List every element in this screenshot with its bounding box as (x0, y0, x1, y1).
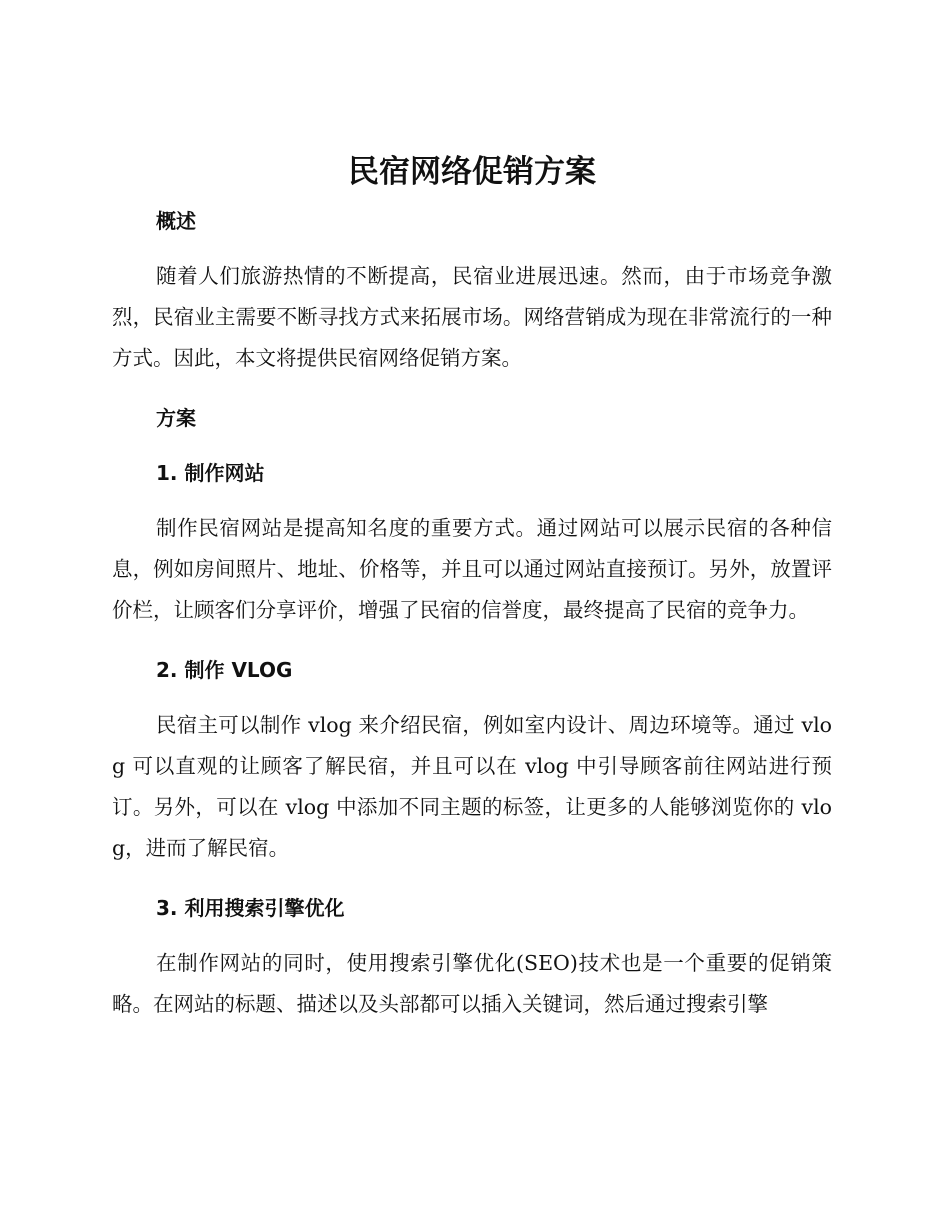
plan-heading: 方案 (156, 406, 196, 430)
section-2-paragraph: 民宿主可以制作 vlog 来介绍民宿，例如室内设计、周边环境等。通过 vlog 可以直观的让顾客了解民宿，并且可以在 vlog 中引导顾客前往网站进行预订。另外，可以在 vlog 中添加不同主题的标签，让更多的人能够浏览你的 vlog，进而了解民宿。 (112, 713, 832, 860)
document-title: 民宿网络促销方案 (348, 154, 596, 190)
section-1-heading: 1. 制作网站 (156, 461, 265, 485)
section-2-heading: 2. 制作 VLOG (156, 658, 293, 682)
section-3-heading: 3. 利用搜索引擎优化 (156, 896, 345, 920)
overview-heading: 概述 (156, 209, 196, 233)
section-1-paragraph: 制作民宿网站是提高知名度的重要方式。通过网站可以展示民宿的各种信息，例如房间照片、地址、价格等，并且可以通过网站直接预订。另外，放置评价栏，让顾客们分享评价，增强了民宿的信誉度，最终提高了民宿的竞争力。 (112, 516, 832, 622)
overview-paragraph: 随着人们旅游热情的不断提高，民宿业进展迅速。然而，由于市场竞争激烈，民宿业主需要不断寻找方式来拓展市场。网络营销成为现在非常流行的一种方式。因此，本文将提供民宿网络促销方案。 (112, 264, 832, 370)
section-3-paragraph: 在制作网站的同时，使用搜索引擎优化(SEO)技术也是一个重要的促销策略。在网站的标题、描述以及头部都可以插入关键词，然后通过搜索引擎 (112, 951, 832, 1016)
document-body (112, 150, 832, 1025)
